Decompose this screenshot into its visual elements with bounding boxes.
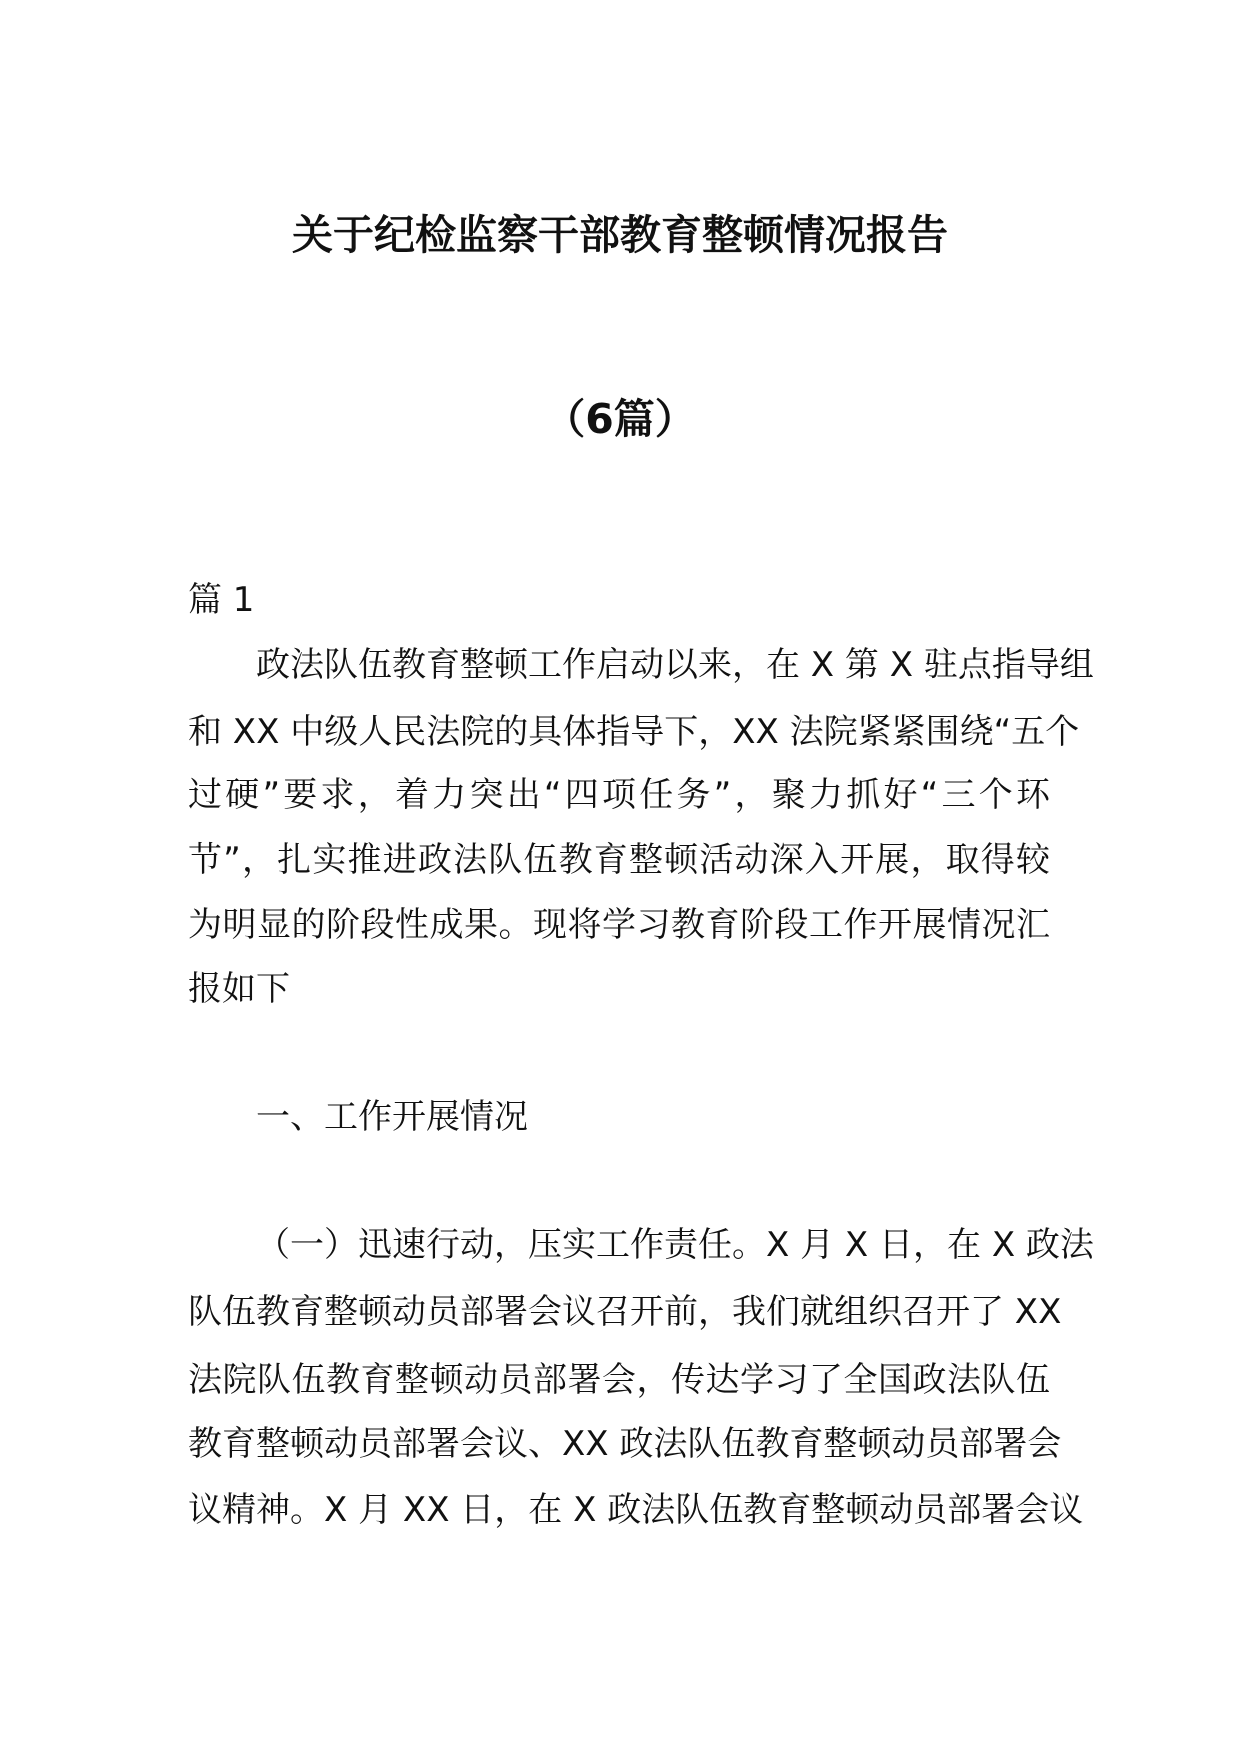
paragraph-line: （一）迅速行动，压实工作责任。X 月 X 日，在 X 政法 <box>256 1225 1094 1265</box>
paragraph-line: 报如下 <box>188 969 290 1009</box>
paragraph-line: 过硬”要求，着力突出“四项任务”，聚力抓好“三个环 <box>188 775 1050 815</box>
paragraph-line: 法院队伍教育整顿动员部署会，传达学习了全国政法队伍 <box>188 1360 1050 1400</box>
paragraph-line: 政法队伍教育整顿工作启动以来，在 X 第 X 驻点指导组 <box>256 645 1094 685</box>
section-heading: 一、工作开展情况 <box>256 1097 528 1137</box>
paragraph-line: 为明显的阶段性成果。现将学习教育阶段工作开展情况汇 <box>188 905 1050 945</box>
document-title: 关于纪检监察干部教育整顿情况报告 <box>292 211 948 259</box>
paragraph-line: 节”，扎实推进政法队伍教育整顿活动深入开展，取得较 <box>188 840 1050 880</box>
paragraph-line: 教育整顿动员部署会议、XX 政法队伍教育整顿动员部署会 <box>188 1424 1062 1464</box>
document-subtitle: （6篇） <box>544 395 696 443</box>
paragraph-line: 议精神。X 月 XX 日，在 X 政法队伍教育整顿动员部署会议 <box>188 1490 1084 1530</box>
paragraph-line: 和 XX 中级人民法院的具体指导下，XX 法院紧紧围绕“五个 <box>188 712 1080 752</box>
section-label: 篇 1 <box>188 580 255 620</box>
paragraph-line: 队伍教育整顿动员部署会议召开前，我们就组织召开了 XX <box>188 1292 1062 1332</box>
